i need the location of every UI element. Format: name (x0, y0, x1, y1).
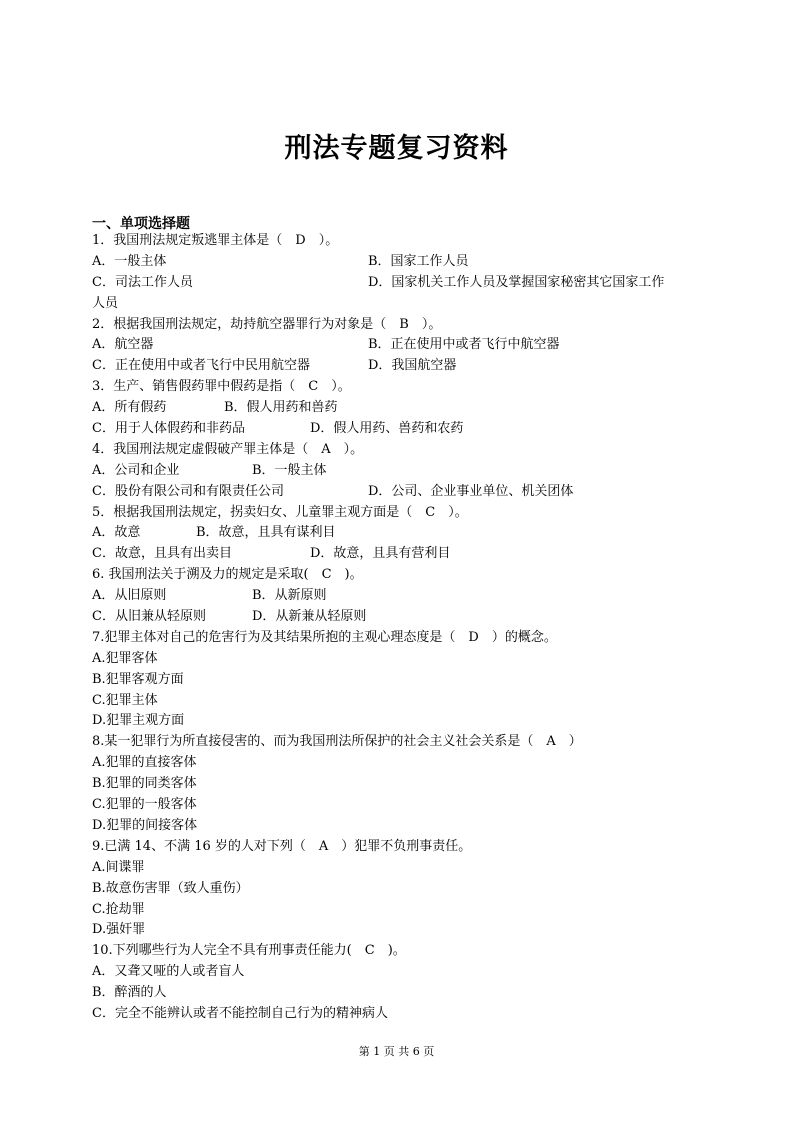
text-line (92, 335, 692, 356)
text-line (92, 732, 692, 753)
option-text: D．故意，且具有营利目 (310, 546, 451, 562)
line-text: 6. 我国刑法关于溯及力的规定是采取( C )。 (92, 567, 363, 583)
line-text: 10.下列哪些行为人完全不具有刑事责任能力( C )。 (92, 943, 406, 959)
text-line (92, 273, 692, 294)
line-text: C．正在使用中或者飞行中民用航空器 (92, 358, 310, 374)
text-line (92, 482, 692, 503)
option-text: D．国家机关工作人员及掌握国家秘密其它国家工作 (368, 274, 665, 290)
question-list (92, 231, 692, 1025)
line-text: C．股份有限公司和有限责任公司 (92, 483, 284, 499)
line-text: 3．生产、销售假药罪中假药是指（ C ）。 (92, 379, 351, 395)
line-text: 8.某一犯罪行为所直接侵害的、而为我国刑法所保护的社会主义社会关系是（ A ） (92, 734, 582, 750)
text-line (92, 461, 692, 482)
text-line (92, 691, 692, 712)
section-heading: 一、单项选择题 (92, 216, 190, 232)
option-text: B．正在使用中或者飞行中航空器 (368, 337, 560, 353)
option-text: B．一般主体 (252, 462, 327, 478)
line-text: C．故意，且具有出卖目 (92, 546, 232, 562)
line-text: D.强奸罪 (92, 922, 146, 938)
line-text: A．公司和企业 (92, 462, 180, 478)
text-line (92, 294, 692, 315)
text-line (92, 983, 692, 1004)
text-line (92, 900, 692, 921)
option-text: B．国家工作人员 (368, 253, 469, 269)
text-line (92, 879, 692, 900)
line-text: A．所有假药 (92, 400, 167, 416)
line-text: B．醉酒的人 (92, 985, 167, 1001)
text-line (92, 753, 692, 774)
line-text: 1．我国刑法规定叛逃罪主体是（ D ）。 (92, 233, 339, 248)
text-line (92, 711, 692, 732)
text-line (92, 398, 692, 419)
text-line (92, 920, 692, 941)
text-line (92, 231, 692, 252)
text-line (92, 565, 692, 586)
line-text: C．用于人体假药和非药品 (92, 421, 245, 437)
text-line (92, 252, 692, 273)
text-line (92, 774, 692, 795)
line-text: B.故意伤害罪（致人重伤） (92, 880, 249, 896)
line-text: A．航空器 (92, 337, 154, 353)
line-text: C.抢劫罪 (92, 901, 145, 917)
text-line (92, 523, 692, 544)
line-text: B.犯罪的同类客体 (92, 776, 197, 792)
line-text: C．从旧兼从轻原则 (92, 609, 206, 625)
text-line (92, 962, 692, 983)
line-text: A.间谍罪 (92, 859, 145, 875)
line-text: A．又聋又哑的人或者盲人 (92, 964, 245, 980)
line-text: 人员 (92, 295, 119, 311)
text-line (92, 440, 692, 461)
text-line (92, 837, 692, 858)
text-line (92, 607, 692, 628)
line-text: D.犯罪主观方面 (92, 713, 185, 729)
line-text: 4．我国刑法规定虚假破产罪主体是（ A ）。 (92, 441, 364, 457)
option-text: D．从新兼从轻原则 (252, 609, 367, 625)
option-text: D．公司、企业事业单位、机关团体 (368, 483, 574, 499)
text-line (92, 816, 692, 837)
option-text: B．从新原则 (252, 588, 327, 604)
text-line (92, 586, 692, 607)
line-text: 9.已满 14、不满 16 岁的人对下列（ A ）犯罪不负刑事责任。 (92, 838, 472, 854)
line-text: C．完全不能辨认或者不能控制自己行为的精神病人 (92, 1005, 388, 1021)
text-line (92, 503, 692, 524)
option-text: B．故意，且具有谋利目 (196, 525, 336, 541)
line-text: 7.犯罪主体对自己的危害行为及其结果所抱的主观心理态度是（ D ）的概念。 (92, 629, 557, 645)
text-line (92, 795, 692, 816)
text-line (92, 544, 692, 565)
line-text: C.犯罪主体 (92, 692, 158, 708)
line-text: A.犯罪客体 (92, 650, 158, 666)
option-text: D．假人用药、兽药和农药 (310, 421, 464, 437)
option-text: D．我国航空器 (368, 358, 457, 374)
line-text: A．故意 (92, 525, 141, 541)
line-text: C.犯罪的一般客体 (92, 797, 197, 813)
text-line (92, 649, 692, 670)
page-footer: 第 1 页 共 6 页 (358, 1045, 435, 1058)
page-title: 刑法专题复习资料 (284, 133, 509, 164)
line-text: 2．根据我国刑法规定，劫持航空器罪行为对象是（ B ）。 (92, 316, 442, 332)
text-line (92, 356, 692, 377)
text-line (92, 419, 692, 440)
text-line (92, 628, 692, 649)
text-line (92, 377, 692, 398)
text-line (92, 315, 692, 336)
text-line (92, 670, 692, 691)
line-text: C．司法工作人员 (92, 274, 193, 290)
text-line (92, 941, 692, 962)
text-line (92, 858, 692, 879)
line-text: B.犯罪客观方面 (92, 671, 184, 687)
line-text: D.犯罪的间接客体 (92, 817, 198, 833)
option-text: B．假人用药和兽药 (224, 400, 338, 416)
line-text: 5．根据我国刑法规定，拐卖妇女、儿童罪主观方面是（ C ）。 (92, 504, 468, 520)
line-text: A．从旧原则 (92, 588, 167, 604)
line-text: A.犯罪的直接客体 (92, 755, 197, 771)
line-text: A．一般主体 (92, 253, 167, 269)
text-line (92, 1004, 692, 1025)
